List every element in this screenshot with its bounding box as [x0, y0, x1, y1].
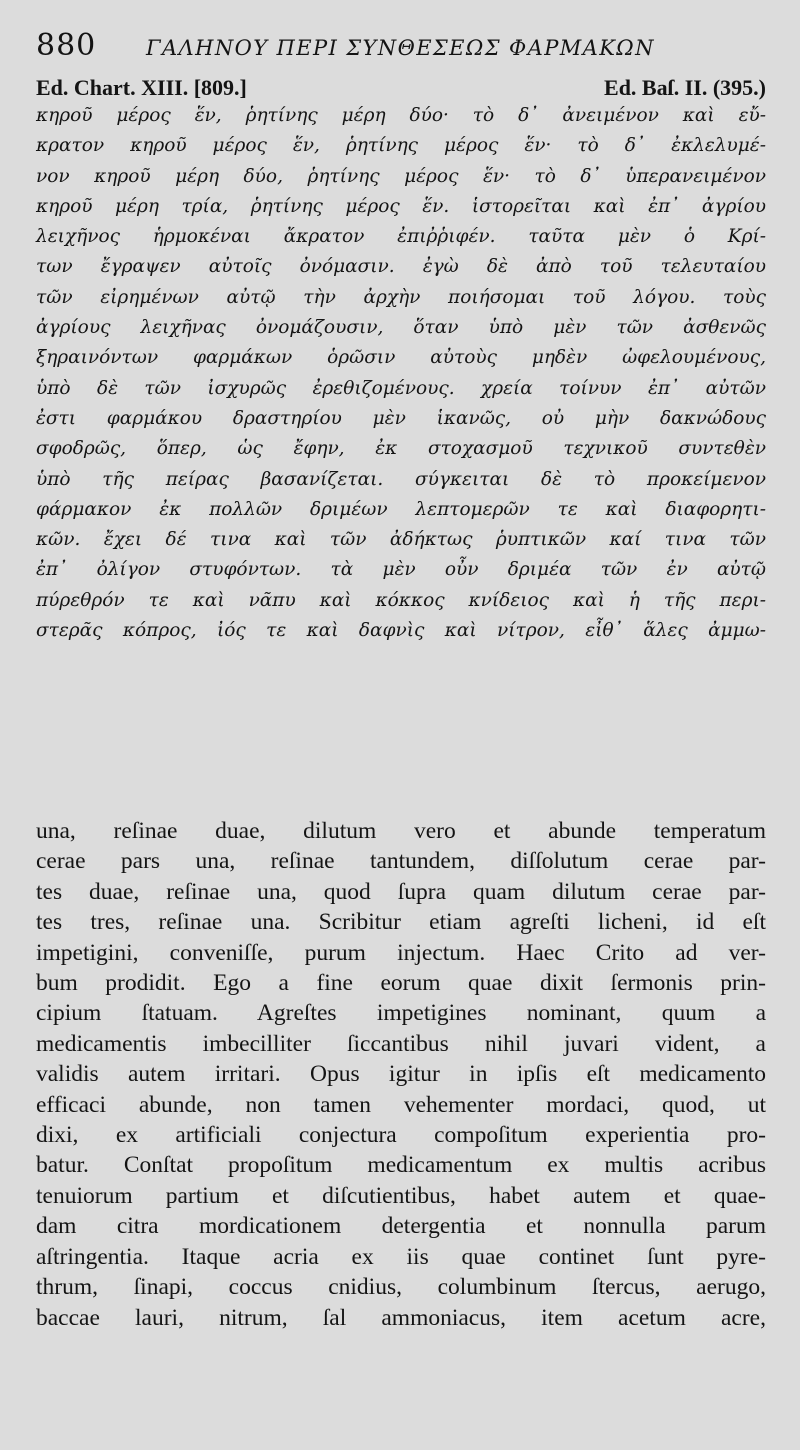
greek-line: ὑπὸ τῆς πείρας βασανίζεται. σύγκειται δὲ τὸ προκείμενον [36, 468, 766, 490]
latin-line: tenuiorum partium et diſcutientibus, habet autem et quae- [36, 1182, 766, 1209]
greek-line: ὑπὸ δὲ τῶν ἰσχυρῶς ἐρεθιζομένους. χρεία τοίνυν ἐπ᾽ αὐτῶν [36, 377, 766, 399]
greek-line: κηροῦ μέρος ἕν, ῥητίνης μέρη δύο· τὸ δ᾽ ἀνειμένον καὶ εὔ- [36, 105, 766, 126]
greek-line: ξηραινόντων φαρμάκων ὁρῶσιν αὐτοὺς μηδὲν ὠφελουμένους, [36, 347, 766, 369]
latin-line: baccae lauri, nitrum, ſal ammoniacus, item acetum acre, [36, 1304, 766, 1331]
latin-line: dixi, ex artificiali conjectura compoſitum experientia pro- [36, 1122, 766, 1149]
latin-line: validis autem irritari. Opus igitur in ipſis eſt medicamento [36, 1061, 766, 1088]
greek-line: ἐστι φαρμάκου δραστηρίου μὲν ἱκανῶς, οὐ μὴν δακνώδους [36, 407, 766, 429]
latin-line: dam citra mordicationem detergentia et nonnulla parum [36, 1213, 766, 1240]
page-header [36, 28, 766, 63]
greek-line: στερᾶς κόπρος, ἰός τε καὶ δαφνὶς καὶ νίτρον, εἶθ᾽ ἅλες ἀμμω- [36, 620, 766, 642]
running-title: ΓΑΛΗΝΟΥ ΠΕΡΙ ΣΥΝΘΕΣΕΩΣ ΦΑΡΜΑΚΩΝ [146, 36, 655, 60]
greek-line: φάρμακον ἐκ πολλῶν δριμέων λεπτομερῶν τε καὶ διαφορητι- [36, 498, 766, 520]
latin-line: cipium ſtatuam. Agreſtes impetigines nominant, quum a [36, 1000, 766, 1027]
page-number: 880 [36, 28, 97, 63]
greek-line: ἀγρίους λειχῆνας ὀνομάζουσιν, ὅταν ὑπὸ μὲν τῶν ἀσθενῶς [36, 317, 766, 339]
greek-text-block [36, 101, 766, 646]
latin-line: thrum, ſinapi, coccus cnidius, columbinum ſtercus, aerugo, [36, 1274, 766, 1301]
greek-line: κηροῦ μέρη τρία, ῥητίνης μέρος ἕν. ἱστορεῖται καὶ ἐπ᾽ ἀγρίου [36, 195, 766, 217]
latin-line: batur. Conſtat propoſitum medicamentum ex multis acribus [36, 1152, 766, 1179]
latin-line: impetigini, conveniſſe, purum injectum. Haec Crito ad ver- [36, 939, 766, 966]
edition-reference-left: Ed. Chart. XIII. [809.] [36, 75, 247, 100]
latin-line: tes tres, reſinae una. Scribitur etiam agreſti licheni, id eſt [36, 909, 766, 936]
latin-line: medicamentis imbecilliter ſiccantibus nihil juvari vident, a [36, 1030, 766, 1057]
greek-line: των ἔγραψεν αὐτοῖς ὀνόμασιν. ἐγὼ δὲ ἀπὸ τοῦ τελευταίου [36, 256, 766, 278]
latin-line: efficaci abunde, non tamen vehementer mordaci, quod, ut [36, 1091, 766, 1118]
greek-line: λειχῆνος ἡρμοκέναι ἄκρατον ἐπιῤῥιφέν. ταῦτα μὲν ὁ Κρί- [36, 226, 766, 248]
greek-line: νον κηροῦ μέρη δύο, ῥητίνης μέρος ἕν· τὸ δ᾽ ὑπερανειμένον [36, 165, 766, 187]
greek-line: τῶν εἰρημένων αὐτῷ τὴν ἀρχὴν ποιήσομαι τοῦ λόγου. τοὺς [36, 286, 766, 308]
greek-line: πύρεθρόν τε καὶ νᾶπυ καὶ κόκκος κνίδειος καὶ ἡ τῆς περι- [36, 589, 766, 611]
greek-line: κῶν. ἔχει δέ τινα καὶ τῶν ἀδήκτως ῥυπτικῶν καί τινα τῶν [36, 529, 766, 551]
latin-line: una, reſinae duae, dilutum vero et abunde temperatum [36, 818, 766, 844]
edition-reference-line [36, 75, 766, 101]
greek-line: σφοδρῶς, ὅπερ, ὡς ἔφην, ἐκ στοχασμοῦ τεχνικοῦ συντεθὲν [36, 438, 766, 460]
latin-line: aſtringentia. Itaque acria ex iis quae continet ſunt pyre- [36, 1243, 766, 1270]
greek-line: κρατον κηροῦ μέρος ἕν, ῥητίνης μέρος ἕν· τὸ δ᾽ ἐκλελυμέ- [36, 135, 766, 157]
greek-line: ἐπ᾽ ὀλίγον στυφόντων. τὰ μὲν οὖν δριμέα τῶν ἐν αὐτῷ [36, 559, 766, 581]
latin-text-block [36, 816, 766, 1333]
latin-line: tes duae, reſinae una, quod ſupra quam dilutum cerae par- [36, 878, 766, 905]
latin-line: bum prodidit. Ego a fine eorum quae dixit ſermonis prin- [36, 970, 766, 997]
latin-line: cerae pars una, reſinae tantundem, diſſolutum cerae par- [36, 848, 766, 875]
edition-reference-right: Ed. Baſ. II. (395.) [604, 75, 766, 100]
